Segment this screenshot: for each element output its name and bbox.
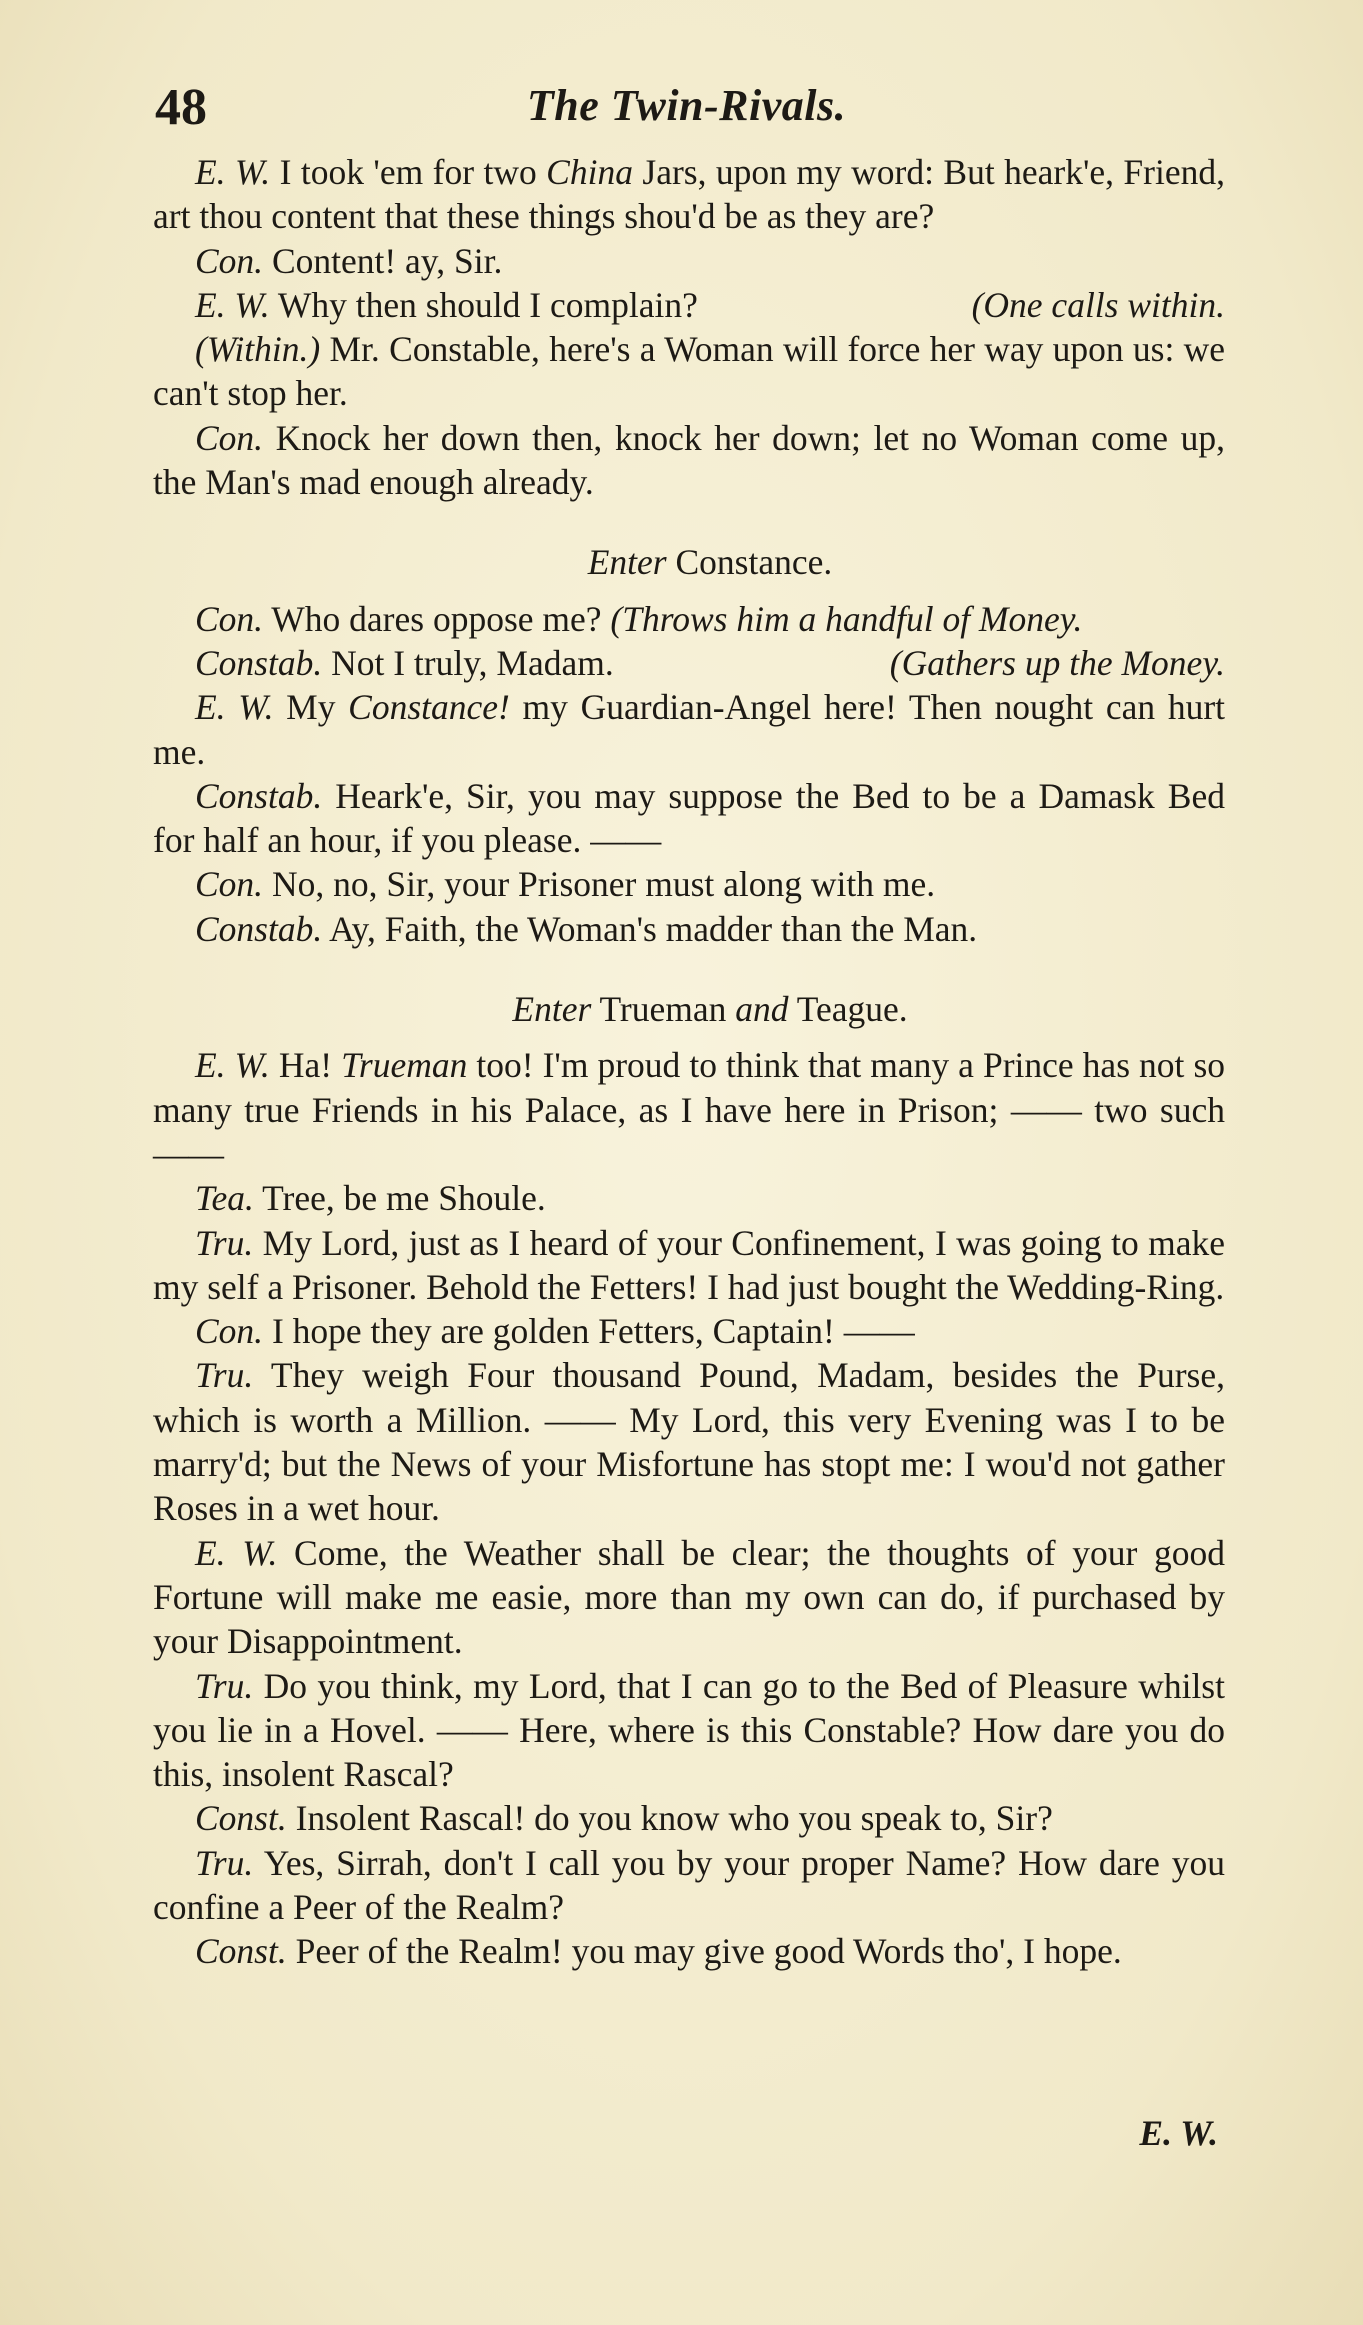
entrance-word: Enter xyxy=(587,542,667,583)
speech-text: Why then should I complain? xyxy=(269,284,698,325)
speaker-name: Tru. xyxy=(195,1665,254,1706)
speech-text: I hope they are golden Fetters, Captain! —— xyxy=(263,1311,915,1352)
speech xyxy=(153,1309,1225,1353)
speech-text: Yes, Sirrah, don't I call you by your proper Name? How dare you confine a Peer of the Realm? xyxy=(153,1842,1225,1927)
page-header xyxy=(155,78,1218,148)
speech-text: Do you think, my Lord, that I can go to the Bed of Pleasure whilst you lie in a Hovel. —— Here, where is this Constable? How dare you do this, insolent Rascal? xyxy=(153,1665,1225,1795)
speech-text: Content! ay, Sir. xyxy=(263,240,503,281)
stage-entrance xyxy=(153,987,1225,1031)
speech xyxy=(153,907,1225,951)
speech-text: Tree, be me Shoule. xyxy=(253,1178,546,1219)
speech-text: Peer of the Realm! you may give good Words tho', I hope. xyxy=(286,1931,1122,1972)
speech-text: Ay, Faith, the Woman's madder than the Man. xyxy=(322,908,978,949)
speaker-name: Constab. xyxy=(195,775,323,816)
speech xyxy=(153,862,1225,906)
stage-direction: (One calls within. xyxy=(971,284,1225,325)
speaker-name: Con. xyxy=(195,864,264,905)
stage-direction: (Throws him a handful of Money. xyxy=(601,598,1083,639)
play-text xyxy=(153,150,1225,1974)
catchword xyxy=(1139,2112,1218,2154)
speech-emphasis: China xyxy=(546,152,633,192)
speech-text: No, no, Sir, your Prisoner must along with me. xyxy=(263,864,936,905)
speech xyxy=(153,327,1225,416)
speaker-name: Con. xyxy=(195,1311,264,1352)
speaker-name: Con. xyxy=(195,417,264,458)
speech-text: Knock her down then, knock her down; let no Woman come up, the Man's mad enough already. xyxy=(153,417,1225,503)
speech xyxy=(153,1043,1225,1176)
speech-text: too! I'm proud to think that many a Prince has not so many true Friends in his Palace, as I have here in Prison; —— two such —— xyxy=(153,1045,1226,1174)
entrance-word: Enter xyxy=(512,989,592,1030)
speaker-name: Con. xyxy=(195,598,264,639)
speech-text: Come, the Weather shall be clear; the thoughts of your good Fortune will make me easie, more than my own can do, if purchased by your Disappointment. xyxy=(153,1532,1225,1662)
speech-text: Who dares oppose me? xyxy=(263,598,602,639)
speech xyxy=(153,150,1225,239)
speech-text: My Lord, just as I heard of your Confinement, I was going to make my self a Prisoner. Behold the Fetters! I had just bought the Wedding-Ring. xyxy=(153,1222,1225,1307)
speech xyxy=(153,1176,1225,1220)
character-name: Trueman xyxy=(591,989,736,1030)
speaker-name: Tea. xyxy=(195,1178,254,1219)
stage-direction: (Gathers up the Money. xyxy=(889,642,1225,683)
speech-text: Not I truly, Madam. xyxy=(322,642,614,683)
catchword-text: E. W. xyxy=(1139,2113,1218,2153)
speech-emphasis: Trueman xyxy=(341,1045,468,1086)
speaker-name: (Within.) xyxy=(195,329,321,370)
speaker-name: E. W. xyxy=(195,1532,278,1573)
speech-text: my Guardian-Angel here! Then nought can hurt me. xyxy=(153,687,1225,772)
speech-text: I took 'em for two xyxy=(270,152,547,192)
speech xyxy=(153,1221,1225,1310)
speech xyxy=(153,1841,1225,1930)
speech xyxy=(153,641,1225,685)
speech xyxy=(153,1664,1225,1797)
speaker-name: E. W. xyxy=(195,1045,270,1086)
speech-text: Insolent Rascal! do you know who you speak to, Sir? xyxy=(286,1798,1053,1839)
speech xyxy=(153,1353,1225,1530)
page-number: 48 xyxy=(155,79,207,136)
speech-text: Ha! xyxy=(269,1045,342,1086)
speech xyxy=(153,774,1225,863)
speech-text: They weigh Four thousand Pound, Madam, besides the Purse, which is worth a Million. —— My Lord, this very Evening was I to be marry'd; but the News of your Misfortune has stopt me: I wou'd not gather Roses in a wet hour. xyxy=(153,1355,1225,1529)
character-name: Teague. xyxy=(788,989,908,1030)
speech xyxy=(153,685,1225,774)
speaker-name: Con. xyxy=(195,240,264,281)
speech-text: My xyxy=(273,687,349,728)
speech xyxy=(153,1929,1225,1973)
speech xyxy=(153,283,1225,327)
character-name: Constance. xyxy=(666,542,833,583)
speaker-name: Tru. xyxy=(195,1222,254,1263)
speech xyxy=(153,416,1225,505)
speaker-name: Const. xyxy=(195,1798,287,1839)
speaker-name: E. W. xyxy=(195,152,271,192)
speaker-name: E. W. xyxy=(195,687,274,728)
speech-text: Mr. Constable, here's a Woman will force her way upon us: we can't stop her. xyxy=(153,329,1225,414)
speaker-name: Tru. xyxy=(195,1842,254,1883)
speaker-name: Constab. xyxy=(195,908,323,949)
speaker-name: Constab. xyxy=(195,642,323,683)
speech xyxy=(153,1796,1225,1840)
stage-entrance xyxy=(153,540,1225,584)
speech xyxy=(153,1531,1225,1664)
speaker-name: E. W. xyxy=(195,284,270,325)
speech-emphasis: Constance! xyxy=(348,687,510,728)
speech xyxy=(153,239,1225,283)
speech-text: Jars, upon my word: But heark'e, Friend, art thou content that these things shou'd be as they are? xyxy=(153,152,1225,237)
speaker-name: Tru. xyxy=(195,1355,254,1396)
speaker-name: Const. xyxy=(195,1931,287,1972)
entrance-and: and xyxy=(735,989,789,1030)
speech xyxy=(153,597,1225,641)
running-title: The Twin-Rivals. xyxy=(526,81,847,130)
speech-text: Heark'e, Sir, you may suppose the Bed to be a Damask Bed for half an hour, if you please. —— xyxy=(153,775,1225,861)
